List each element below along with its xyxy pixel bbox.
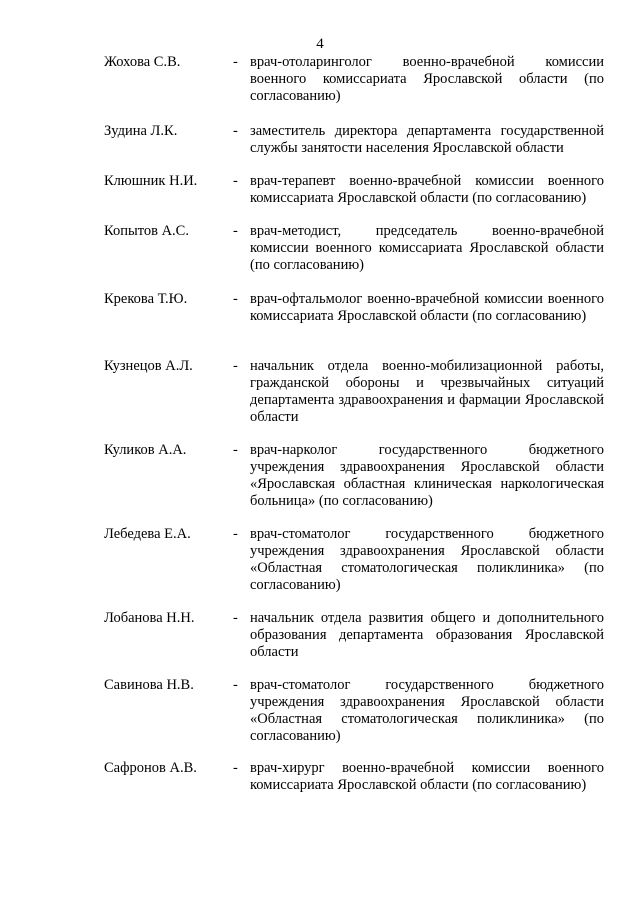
page-number: 4 bbox=[316, 36, 324, 52]
entry-dash: - bbox=[233, 54, 238, 70]
entry-dash: - bbox=[233, 442, 238, 458]
entry-dash: - bbox=[233, 123, 238, 139]
member-position: врач-терапевт военно-врачебной комиссии военного комиссариата Ярославской области (по согласованию) bbox=[250, 173, 604, 206]
member-position: заместитель директора департамента государственной службы занятости населения Ярославской области bbox=[250, 123, 604, 156]
member-position: начальник отдела военно-мобилизационной работы, гражданской обороны и чрезвычайных ситуаций департамента здравоохранения и фармации Ярославской области bbox=[250, 358, 604, 425]
entry-dash: - bbox=[233, 173, 238, 189]
member-name: Сафронов А.В. bbox=[104, 760, 197, 776]
member-name: Савинова Н.В. bbox=[104, 677, 194, 693]
member-name: Зудина Л.К. bbox=[104, 123, 178, 139]
member-name: Копытов А.С. bbox=[104, 223, 189, 239]
member-name: Крекова Т.Ю. bbox=[104, 291, 188, 307]
entry-dash: - bbox=[233, 610, 238, 626]
entry-dash: - bbox=[233, 358, 238, 374]
member-position: врач-хирург военно-врачебной комиссии военного комиссариата Ярославской области (по согласованию) bbox=[250, 760, 604, 793]
member-position: врач-стоматолог государственного бюджетного учреждения здравоохранения Ярославской области «Областная стоматологическая поликлиника» (по согласованию) bbox=[250, 677, 604, 744]
member-position: врач-офтальмолог военно-врачебной комиссии военного комиссариата Ярославской области (по согласованию) bbox=[250, 291, 604, 324]
member-position: врач-стоматолог государственного бюджетного учреждения здравоохранения Ярославской области «Областная стоматологическая поликлиника» (по согласованию) bbox=[250, 526, 604, 593]
member-position: врач-нарколог государственного бюджетного учреждения здравоохранения Ярославской области «Ярославская областная клиническая наркологическая больница» (по согласованию) bbox=[250, 442, 604, 509]
member-name: Жохова С.В. bbox=[104, 54, 181, 70]
entry-dash: - bbox=[233, 760, 238, 776]
member-name: Клюшник Н.И. bbox=[104, 173, 198, 189]
member-name: Лебедева Е.А. bbox=[104, 526, 191, 542]
member-name: Лобанова Н.Н. bbox=[104, 610, 195, 626]
member-position: врач-отоларинголог военно-врачебной комиссии военного комиссариата Ярославской области (по согласованию) bbox=[250, 54, 604, 104]
member-name: Куликов А.А. bbox=[104, 442, 187, 458]
entry-dash: - bbox=[233, 677, 238, 693]
entry-dash: - bbox=[233, 526, 238, 542]
member-position: начальник отдела развития общего и дополнительного образования департамента образования Ярославской области bbox=[250, 610, 604, 660]
member-name: Кузнецов А.Л. bbox=[104, 358, 193, 374]
entry-dash: - bbox=[233, 223, 238, 239]
entry-dash: - bbox=[233, 291, 238, 307]
member-position: врач-методист, председатель военно-врачебной комиссии военного комиссариата Ярославской области (по согласованию) bbox=[250, 223, 604, 273]
